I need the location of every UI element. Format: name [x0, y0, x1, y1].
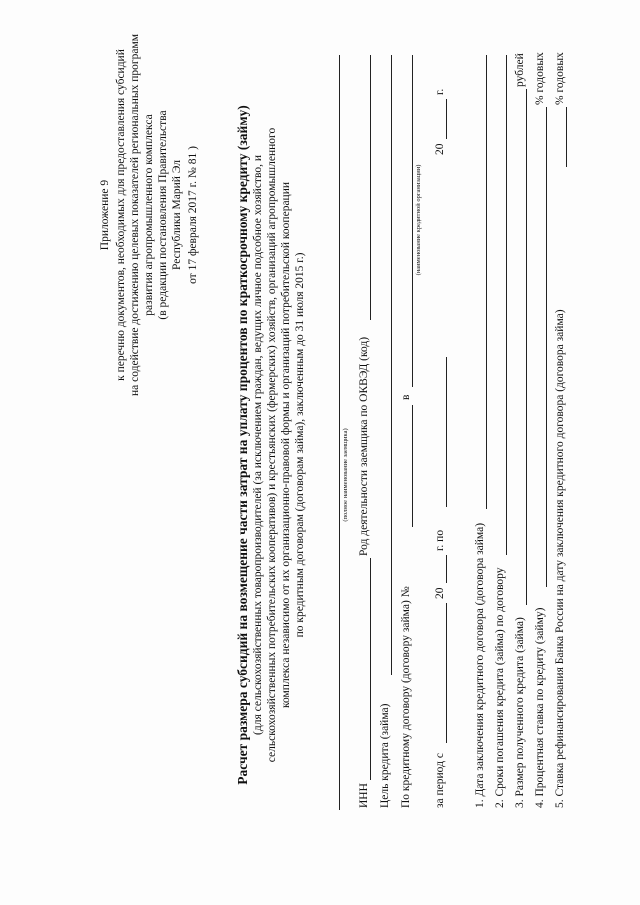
period-start-year-field[interactable]	[446, 555, 447, 583]
purpose-label: Цель кредита (займа)	[379, 703, 391, 808]
subtitle-line-2: сельскохозяйственных потребительских кооперативов) и крестьянских (фермерских) хозяйств, организаций агропромышленного	[266, 127, 278, 763]
borrower-name-hint: (полное наименование заемщика)	[342, 428, 349, 522]
credit-org-hint: (наименование кредитной организации)	[415, 164, 422, 276]
period-end-year-field[interactable]	[446, 99, 447, 139]
item-4-unit: % годовых	[534, 52, 546, 105]
appendix-line-4: развития агропромышленного комплекса	[143, 114, 155, 316]
document-title: Расчет размера субсидий на возмещение части затрат на уплату процентов по краткосрочному кредиту (займу)	[235, 105, 250, 785]
period-end-year-prefix: 20	[434, 143, 446, 155]
okved-label: Род деятельности заемщика по ОКВЭД (код)	[358, 336, 370, 556]
inn-label: ИНН	[358, 783, 370, 808]
item-2-label: 2. Сроки погашения кредита (займа) по договору	[494, 567, 506, 808]
period-start-date-field[interactable]	[446, 603, 447, 743]
in-label: в	[400, 394, 412, 400]
item-3-unit: рублей	[514, 53, 526, 87]
period-end-date-field[interactable]	[446, 357, 447, 507]
contract-number-field[interactable]	[412, 405, 413, 527]
period-end-year-suffix: г.	[434, 88, 446, 95]
item-5-field[interactable]	[566, 107, 567, 167]
credit-org-field[interactable]	[412, 55, 413, 387]
subtitle-line-4: по кредитным договорам (договорам займа), заключенным до 31 июля 2015 г.)	[294, 252, 306, 638]
inn-field[interactable]	[370, 558, 371, 780]
appendix-line-2: к перечню документов, необходимых для предоставления субсидий	[115, 49, 127, 381]
item-3-label: 3. Размер полученного кредита (займа)	[514, 617, 526, 808]
appendix-line-6: Республики Марий Эл	[171, 160, 183, 271]
subtitle-line-1: (для сельскохозяйственных товаропроизводителей (за исключением граждан, ведущих личное подсобное хозяйство, и	[252, 155, 264, 735]
period-start-year-prefix: 20	[434, 587, 446, 599]
appendix-number: Приложение 9	[99, 179, 111, 251]
item-4-field[interactable]	[546, 107, 547, 587]
item-1-label: 1. Дата заключения кредитного договора (договора займа)	[474, 522, 486, 808]
item-5-label: 5. Ставка рефинансирования Банка России на дату заключения кредитного договора (договора займа)	[554, 309, 566, 808]
item-5-unit: % годовых	[554, 52, 566, 105]
appendix-line-7: от 17 февраля 2017 г. № 81 )	[187, 146, 199, 284]
item-4-label: 4. Процентная ставка по кредиту (займу)	[534, 607, 546, 808]
item-3-field[interactable]	[526, 89, 527, 605]
subtitle-line-3: комплекса независимо от их организационно-правовой формы и организаций потребительской кооперации	[280, 181, 292, 709]
appendix-line-3: на содействие достижению целевых показателей региональных программ	[129, 33, 141, 397]
contract-label: По кредитному договору (договору займа) №	[400, 586, 412, 808]
purpose-field[interactable]	[391, 55, 392, 675]
item-2-field[interactable]	[506, 55, 507, 555]
item-1-field[interactable]	[486, 55, 487, 509]
period-label: за период с	[434, 753, 446, 808]
okved-field[interactable]	[370, 55, 371, 320]
appendix-line-5: (в редакции постановления Правительства	[157, 110, 169, 320]
period-start-year-suffix: г. по	[434, 529, 446, 551]
borrower-name-line[interactable]	[339, 55, 340, 810]
